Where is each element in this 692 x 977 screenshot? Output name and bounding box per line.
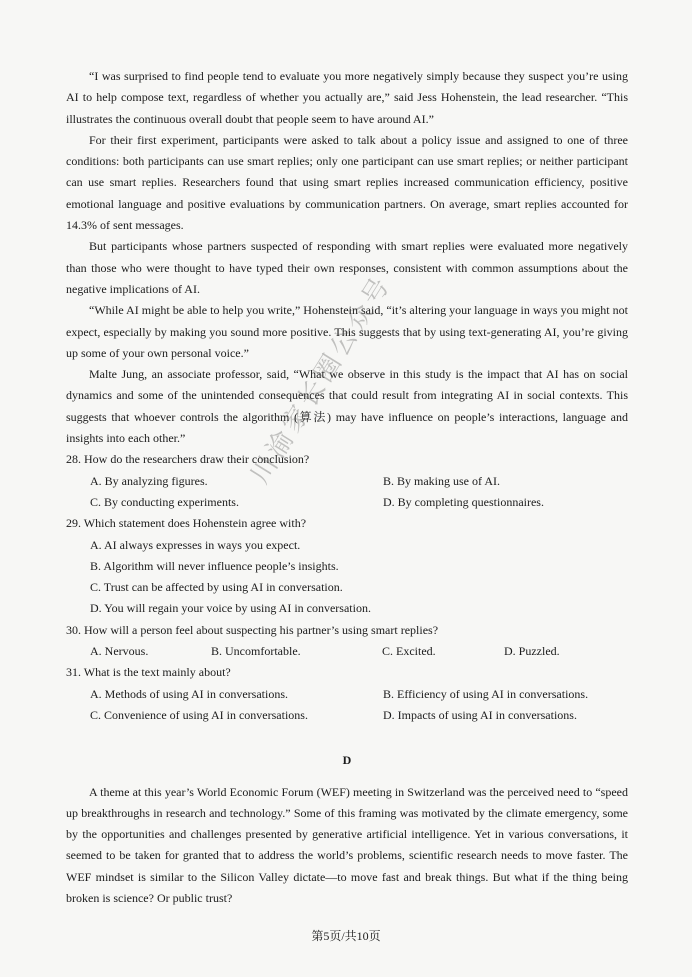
question-stem: 30. How will a person feel about suspecting his partner’s using smart replies? [66,622,439,637]
option-c: C. Trust can be affected by using AI in conversation. [90,580,343,595]
question-29 [66,513,628,619]
option-b: B. By making use of AI. [383,473,500,488]
question-30 [66,620,628,663]
page-footer: 第5页/共10页 [311,929,381,943]
option-a: A. Nervous. [90,644,149,659]
option-d: D. You will regain your voice by using AI in conversation. [90,601,371,616]
passage-paragraph-2: For their first experiment, participants were asked to talk about a policy issue and assigned to one of three conditions: both participants can use smart replies; only one participant can use smart replies; or neither participant can use smart replies. Researchers found that using smart replies increased communication efficiency, positive emotional language and positive evaluations by communication partners. On average, smart replies accounted for 14.3% of sent messages. [66,132,628,233]
passage-paragraph-3: But participants whose partners suspected of responding with smart replies were evaluated more negatively than those who were thought to have typed their own responses, consistent with common assumptions about the negative implications of AI. [66,239,628,296]
options-row [66,684,628,705]
question-28 [66,449,628,513]
options-row [66,471,628,492]
question-stem: 29. Which statement does Hohenstein agree with? [66,516,307,531]
passage-paragraph-4: “While AI might be able to help you write,” Hohenstein said, “it’s altering your language in ways you might not expect, especially by making you sound more positive. This suggests that by using text-generating AI, you’re giving up some of your own personal voice.” [66,303,628,360]
option-d: D. Puzzled. [504,644,560,659]
options-row [66,641,628,662]
passage-paragraph-5: Malte Jung, an associate professor, said, “What we observe in this study is the impact that AI has on social dynamics and some of the unintended consequences that could result from integrating AI in social contexts. This suggests that whoever controls the algorithm (算法) may have influence on people’s interactions, language and insights into each other.” [66,367,628,446]
question-stem: 28. How do the researchers draw their conclusion? [66,452,310,467]
option-d: D. By completing questionnaires. [383,494,544,509]
passage-paragraph-1: “I was surprised to find people tend to evaluate you more negatively simply because they suspect you’re using AI to help compose text, regardless of whether you actually are,” said Jess Hohenstein, the lead researcher. “This illustrates the continuous overall doubt that people seem to have around AI.” [66,69,628,126]
options-row [66,492,628,513]
section-d-paragraph: A theme at this year’s World Economic Forum (WEF) meeting in Switzerland was the perceived need to “speed up breakthroughs in research and technology.” Some of this framing was motivated by the climate emergency, some by the opportunities and challenges presented by generative artificial intelligence. Yet in various conversations, it seemed to be taken for granted that to address the world’s problems, scientific research needs to move faster. The WEF mindset is similar to the Silicon Valley dictate—to move fast and break things. But what if the thing being broken is science? Or public trust? [66,784,628,905]
option-c: C. Excited. [382,644,436,659]
option-b: B. Uncomfortable. [211,644,301,659]
option-c: C. By conducting experiments. [90,494,239,509]
watermark: 川渝家长圈公众号 [245,269,398,490]
option-c: C. Convenience of using AI in conversations. [90,707,308,722]
section-heading: D [342,753,352,768]
question-31 [66,662,628,726]
options-row [66,705,628,726]
option-a: A. Methods of using AI in conversations. [90,686,288,701]
option-a: A. By analyzing figures. [90,473,208,488]
option-a: A. AI always expresses in ways you expect. [90,537,301,552]
passage-body [66,66,628,909]
option-d: D. Impacts of using AI in conversations. [383,707,577,722]
question-stem: 31. What is the text mainly about? [66,665,231,680]
option-b: B. Efficiency of using AI in conversations. [383,686,589,701]
option-b: B. Algorithm will never influence people’s insights. [90,558,339,573]
